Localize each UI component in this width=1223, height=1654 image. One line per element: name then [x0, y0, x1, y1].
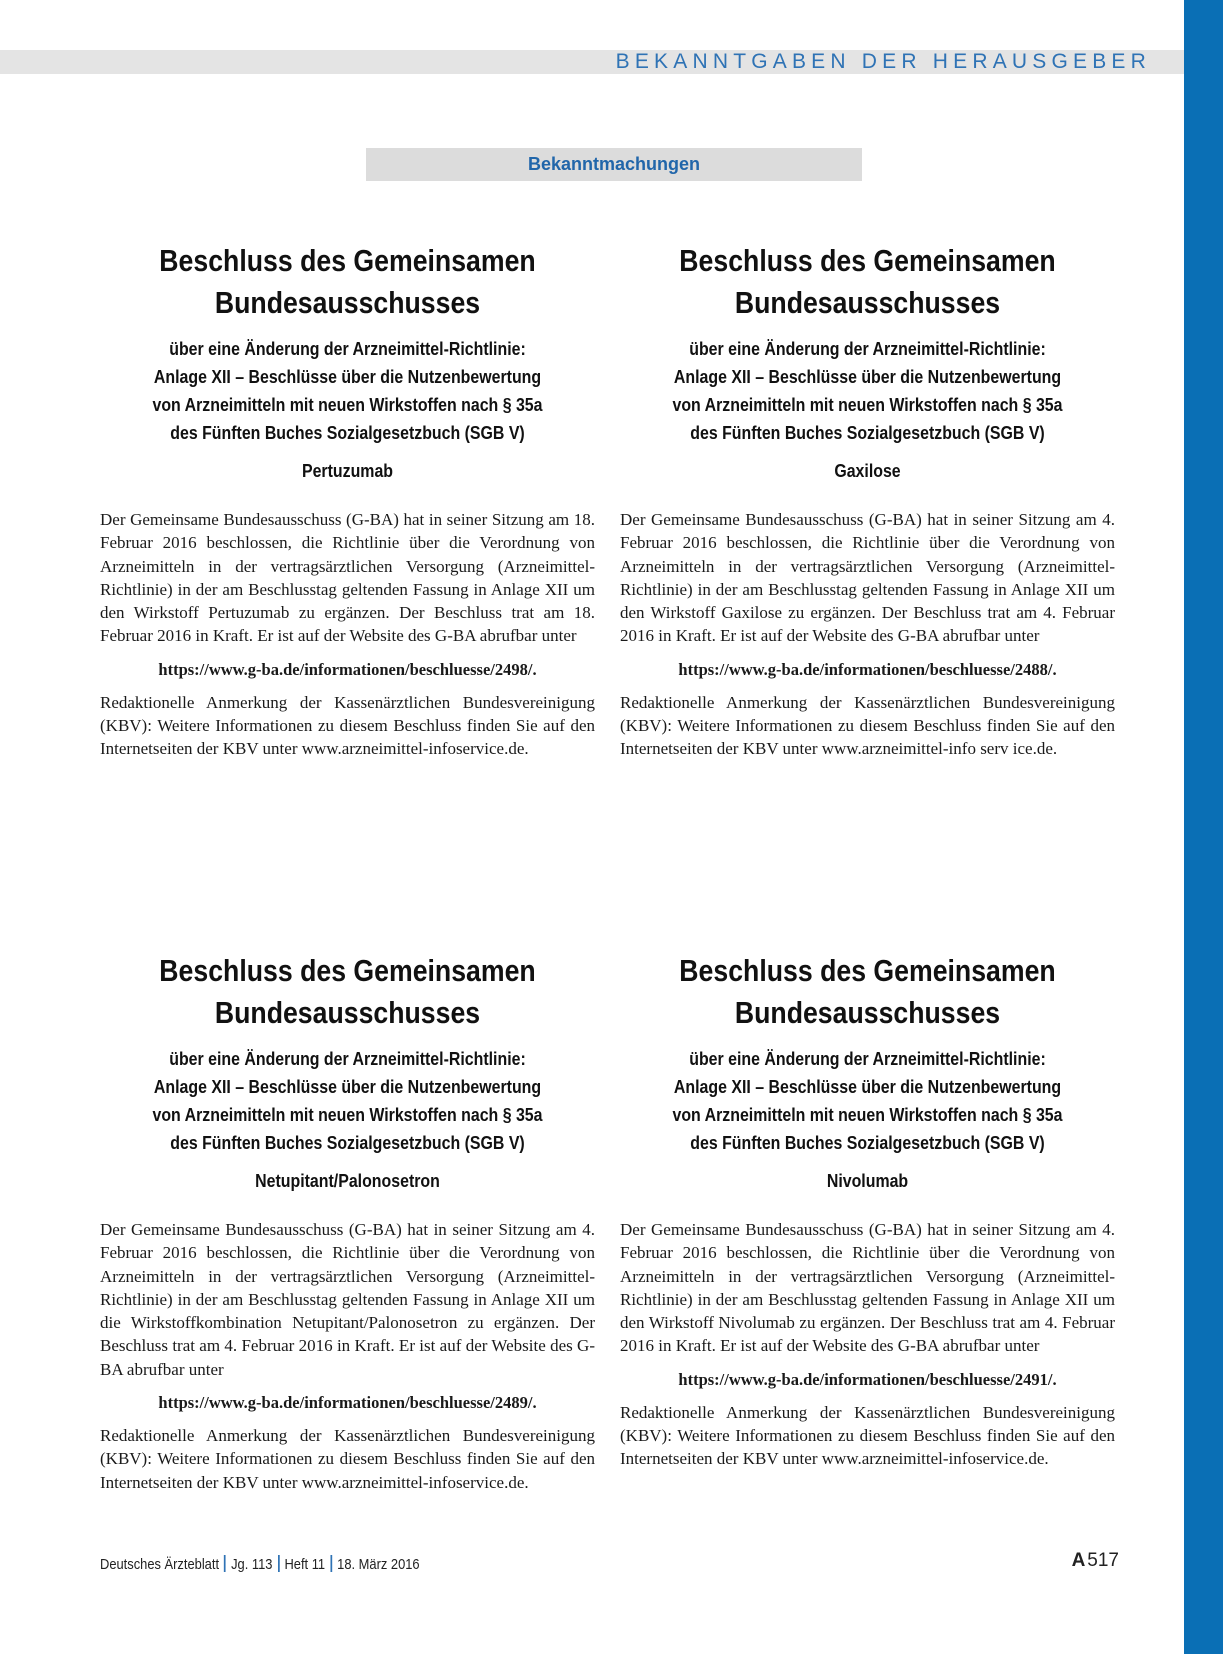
article-body: Der Gemeinsame Bundesausschuss (G-BA) hat in seiner Sitzung am 4. Februar 2016 beschlossen, die Richtlinie über die Verordnung von Arzneimitteln in der vertragsärztlichen Versorgung (Arzneimittel-Richtlinie) in der am Beschlusstag geltenden Fassung in Anlage XII um den Wirkstoff Gaxilose zu ergänzen. Der Beschluss trat am 4. Februar 2016 in Kraft. Er ist auf der Website des G-BA abrufbar unter: [620, 510, 1115, 646]
journal-date: 18. März 2016: [337, 1556, 420, 1573]
article-subtitle: [655, 1045, 1081, 1157]
article-pertuzumab: [100, 240, 595, 761]
title-line: Beschluss des Gemeinsamen: [159, 243, 536, 278]
footer-separator: [330, 1555, 332, 1572]
subtitle-line: des Fünften Buches Sozialgesetzbuch (SGB V): [170, 1132, 525, 1153]
page-prefix: A: [1071, 1550, 1086, 1571]
article-subtitle: [655, 335, 1081, 447]
editorial-note: Redaktionelle Anmerkung der Kassenärztlichen Bundesvereinigung (KBV): Weitere Informationen zu diesem Beschluss finden Sie auf den Internetseiten der KBV unter www.arzneimittel-infoservice.de.: [100, 692, 595, 759]
article-title: [135, 240, 561, 324]
subtitle-line: über eine Änderung der Arzneimittel-Richtlinie:: [169, 338, 526, 359]
article-url-link[interactable]: https://www.g-ba.de/informationen/beschluesse/2489/.: [158, 1393, 537, 1413]
subtitle-line: des Fünften Buches Sozialgesetzbuch (SGB V): [690, 422, 1045, 443]
title-line: Beschluss des Gemeinsamen: [679, 243, 1056, 278]
substance-name: Pertuzumab: [301, 460, 394, 481]
subtitle-line: Anlage XII – Beschlüsse über die Nutzenbewertung: [153, 1076, 542, 1097]
subtitle-line: von Arzneimitteln mit neuen Wirkstoffen nach § 35a: [152, 394, 543, 415]
article-netupitant-palonosetron: [100, 950, 595, 1494]
article-title: [135, 950, 561, 1034]
article-body: Der Gemeinsame Bundesausschuss (G-BA) hat in seiner Sitzung am 4. Februar 2016 beschlossen, die Richtlinie über die Verordnung von Arzneimitteln in der vertragsärztlichen Versorgung (Arzneimittel-Richtlinie) in der am Beschlusstag geltenden Fassung in Anlage XII um die Wirkstoffkombination Netupitant/Palonosetron zu ergänzen. Der Beschluss trat am 4. Februar 2016 in Kraft. Er ist auf der Website des G-BA abrufbar unter: [100, 1220, 595, 1379]
page-number-value: 517: [1087, 1550, 1119, 1571]
subtitle-line: Anlage XII – Beschlüsse über die Nutzenbewertung: [673, 366, 1062, 387]
page-footer: [100, 1555, 420, 1573]
article-url-link[interactable]: https://www.g-ba.de/informationen/beschluesse/2498/.: [158, 659, 537, 679]
subtitle-line: des Fünften Buches Sozialgesetzbuch (SGB V): [690, 1132, 1045, 1153]
article-subtitle: [135, 335, 561, 447]
title-line: Beschluss des Gemeinsamen: [159, 953, 536, 988]
subtitle-line: von Arzneimitteln mit neuen Wirkstoffen nach § 35a: [672, 1104, 1063, 1125]
title-line: Bundesausschusses: [214, 995, 481, 1030]
subtitle-line: über eine Änderung der Arzneimittel-Richtlinie:: [169, 1048, 526, 1069]
substance-name: Netupitant/Palonosetron: [255, 1170, 440, 1191]
subtitle-line: Anlage XII – Beschlüsse über die Nutzenbewertung: [673, 1076, 1062, 1097]
right-accent-bar: [1184, 0, 1223, 1654]
title-line: Bundesausschusses: [734, 995, 1001, 1030]
journal-volume: Jg. 113: [231, 1556, 273, 1573]
title-line: Bundesausschusses: [214, 285, 481, 320]
article-gaxilose: [620, 240, 1115, 761]
article-body: Der Gemeinsame Bundesausschuss (G-BA) hat in seiner Sitzung am 4. Februar 2016 beschlossen, die Richtlinie über die Verordnung von Arzneimitteln in der vertragsärztlichen Versorgung (Arzneimittel-Richtlinie) in der am Beschlusstag geltenden Fassung in Anlage XII um den Wirkstoff Nivolumab zu ergänzen. Der Beschluss trat am 4. Februar 2016 in Kraft. Er ist auf der Website des G-BA abrufbar unter: [620, 1220, 1115, 1356]
article-url-link[interactable]: https://www.g-ba.de/informationen/beschluesse/2491/.: [678, 1369, 1057, 1389]
subtitle-line: des Fünften Buches Sozialgesetzbuch (SGB V): [170, 422, 525, 443]
article-nivolumab: [620, 950, 1115, 1471]
substance-name: Gaxilose: [834, 460, 901, 481]
editorial-note: Redaktionelle Anmerkung der Kassenärztlichen Bundesvereinigung (KBV): Weitere Informationen zu diesem Beschluss finden Sie auf den Internetseiten der KBV unter www.arzneimittel-infoservice.de.: [100, 1426, 595, 1492]
title-line: Bundesausschusses: [734, 285, 1001, 320]
subtitle-line: über eine Änderung der Arzneimittel-Richtlinie:: [689, 1048, 1046, 1069]
section-label: BEKANNTGABEN DER HERAUSGEBER: [615, 50, 1151, 73]
page-number: [1072, 1550, 1119, 1572]
subtitle-line: Anlage XII – Beschlüsse über die Nutzenbewertung: [153, 366, 542, 387]
subtitle-line: über eine Änderung der Arzneimittel-Richtlinie:: [689, 338, 1046, 359]
editorial-note: Redaktionelle Anmerkung der Kassenärztlichen Bundesvereinigung (KBV): Weitere Informationen zu diesem Beschluss finden Sie auf den Internetseiten der KBV unter www.arzneimittel-info serv ice.de.: [620, 692, 1115, 759]
article-subtitle: [135, 1045, 561, 1157]
footer-separator: [224, 1555, 226, 1572]
subtitle-line: von Arzneimitteln mit neuen Wirkstoffen nach § 35a: [672, 394, 1063, 415]
article-title: [655, 240, 1081, 324]
journal-issue: Heft 11: [284, 1556, 326, 1573]
footer-separator: [278, 1555, 280, 1572]
article-title: [655, 950, 1081, 1034]
banner-bekanntmachungen: Bekanntmachungen: [366, 148, 862, 181]
journal-name: Deutsches Ärzteblatt: [100, 1556, 220, 1573]
article-body: Der Gemeinsame Bundesausschuss (G-BA) hat in seiner Sitzung am 18. Februar 2016 beschlossen, die Richtlinie über die Verordnung von Arzneimitteln in der vertragsärztlichen Versorgung (Arzneimittel-Richtlinie) in der am Beschlusstag geltenden Fassung in Anlage XII um den Wirkstoff Pertuzumab zu ergänzen. Der Beschluss trat am 18. Februar 2016 in Kraft. Er ist auf der Website des G-BA abrufbar unter: [100, 510, 595, 646]
title-line: Beschluss des Gemeinsamen: [679, 953, 1056, 988]
subtitle-line: von Arzneimitteln mit neuen Wirkstoffen nach § 35a: [152, 1104, 543, 1125]
substance-name: Nivolumab: [826, 1170, 909, 1191]
editorial-note: Redaktionelle Anmerkung der Kassenärztlichen Bundesvereinigung (KBV): Weitere Informationen zu diesem Beschluss finden Sie auf den Internetseiten der KBV unter www.arzneimittel-infoservice.de.: [620, 1402, 1115, 1469]
article-url-link[interactable]: https://www.g-ba.de/informationen/beschluesse/2488/.: [678, 659, 1057, 679]
